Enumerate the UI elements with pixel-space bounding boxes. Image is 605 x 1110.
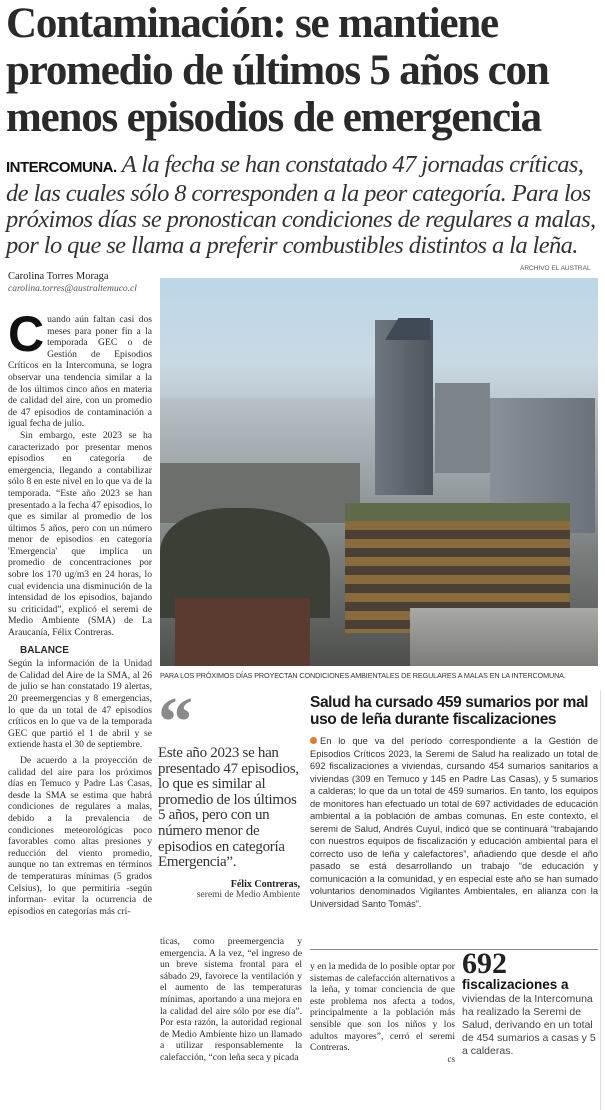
stat-box [462, 947, 598, 1058]
quote-role: seremi de Medio Ambiente [196, 889, 300, 900]
article-column-2 [160, 936, 302, 1064]
deck [6, 152, 602, 259]
deck-text: A la fecha se han constatado 47 jornadas críticas, de las cuales sólo 8 corresponden a la peor categoría. Para los próximos días se pronostican condiciones de regulares a malas, por lo que se llama a preferir combustibles distintos a la leña. [6, 151, 596, 259]
end-mark-icon: cs [447, 1053, 455, 1064]
paragraph: Según la información de la Unidad de Calidad del Aire de la SMA, al 26 de julio se han constatado 19 alertas, 20 preemergencias y 8 emergencias, lo que da un total de 47 episodios críticos en lo que va de la temporada GEC que partió el 1 de abril y se extiende hasta el 30 de septiembre. [8, 658, 152, 751]
paragraph: y en la medida de lo posible optar por sistemas de calefacción alternativos a la leña, y tomar conciencia de que este problema nos afecta a todos, principalmente a la población más sensible que son los niños y los adultos mayores”, cerró el seremi Contreras. [310, 961, 455, 1054]
article-column-3 [310, 961, 455, 1065]
sidebar-text: En lo que va del período correspondiente a la Gestión de Episodios Críticos 2023, la Seremi de Salud ha realizado un total de 692 fiscalizaciones a viviendas, cursando 454 sumarios sanitarios a viviendas (309 en Temuco y 145 en Padre Las Casas), y 5 sumarios a calderas; lo que da un total de 459 sumarios. En tanto, los equipos de monitores han efectuado un total de 697 actividades de educación ambiental a la población de ambas comunas. En este contexto, el seremi de Salud, Andrés Cuyul, indicó que se continuará “trabajando con nuestros equipos de fiscalización y educación ambiental para el correcto uso de leña y calefactores”, añadiendo que desde el año pasado se está desarrollando un trabajo “de educación y comunicación a la comunidad, y en especial este año se han sumado voluntarios denominados Vigilantes Ambientales, en alianza con la Universidad Santo Tomás”. [310, 736, 598, 909]
quote-text: Este año 2023 se han presentado 47 episodios, lo que es similar al promedio de los últimos 5 años, pero con un número menor de episodios en categoría Emergencia”. [158, 745, 299, 871]
bullet-icon [310, 737, 317, 744]
pull-quote [158, 684, 300, 900]
city-photo [160, 278, 598, 666]
divider [600, 690, 601, 1110]
subheading-balance: BALANCE [20, 644, 69, 656]
section-tag: INTERCOMUNA. [6, 159, 117, 176]
photo-caption: PARA LOS PRÓXIMOS DÍAS PROYECTAN CONDICIONES AMBIENTALES DE REGULARES A MALAS EN LA INTERCOMUNA. [160, 671, 566, 680]
headline: Contaminación: se mantiene promedio de últimos 5 años con menos episodios de emergencia [6, 0, 549, 141]
drop-cap: C [8, 306, 45, 362]
article-column-1 [8, 306, 152, 917]
quote-author: Félix Contreras, [230, 878, 300, 890]
paragraph: Sin embargo, este 2023 se ha caracterizado por presentar menos episodios en categoría de emergencia, llegando a contabilizar sólo 8 en este nivel en lo que va de la temporada. “Este año 2023 se han presentado a la fecha 47 episodios, lo que es similar al promedio de los últimos 5 años, pero con un número menor de episodios en categoría 'Emergencia' que implica un promedio de concentraciones por sobre los 170 ug/m3 en 24 horas, lo cual evidencia una disminución de la intensidad de los episodios, bajando su criticidad”, explicó el seremi de Medio Ambiente (SMA) de La Araucanía, Félix Contreras. [8, 429, 152, 639]
sidebar-box [310, 694, 598, 910]
paragraph: De acuerdo a la proyección de calidad del aire para los próximos días en Temuco y Padre Las Casas, desde la SMA se estima que habrá condiciones de regulares a malas, debido a la prevalencia de condiciones meteorológicas poco favorables como altas presiones y reducción del viento promedio, aunque no tan extremas en términos de temperaturas mínimas (5 grados Celsius), lo que permitiría -según informan- evitar la ocurrencia de episodios en categorías más crí- [8, 754, 152, 917]
stat-lead: fiscalizaciones a [462, 977, 569, 992]
paragraph: uando aún faltan casi dos meses para poner fin a la temporada GEC o de Gestión de Episodios Críticos en la Intercomuna, se logra observar una tendencia similar a la de los últimos cinco años en materia de calidad del aire, con un promedio de 47 episodios de contaminación a igual fecha de julio. [8, 314, 152, 430]
quote-mark-icon: “ [158, 684, 193, 761]
paragraph: ticas, como preemergencia y emergencia. A la vez, “el ingreso de un breve sistema frontal para el sábado 29, favorece la ventilación y el aumento de las temperaturas mínimas, aportando a una mejora en la calidad del aire sólo por ese día”. Por esta razón, la autoridad regional de Medio Ambiente hizo un llamado a utilizar responsablemente la calefacción, “con leña seca y picada [160, 936, 302, 1063]
photo-credit: ARCHIVO EL AUSTRAL [520, 265, 591, 272]
stat-number: 692 [462, 947, 507, 980]
byline [8, 270, 158, 294]
sidebar-title: Salud ha cursado 459 sumarios por mal uso de leña durante fiscalizaciones [310, 694, 589, 728]
author-name: Carolina Torres Moraga [8, 271, 109, 282]
author-email[interactable]: carolina.torres@australtemuco.cl [8, 284, 137, 294]
stat-text: viviendas de la Intercomuna ha realizado la Seremi de Salud, derivando en un total de 454 sumarios a casas y 5 a calderas. [462, 993, 596, 1057]
